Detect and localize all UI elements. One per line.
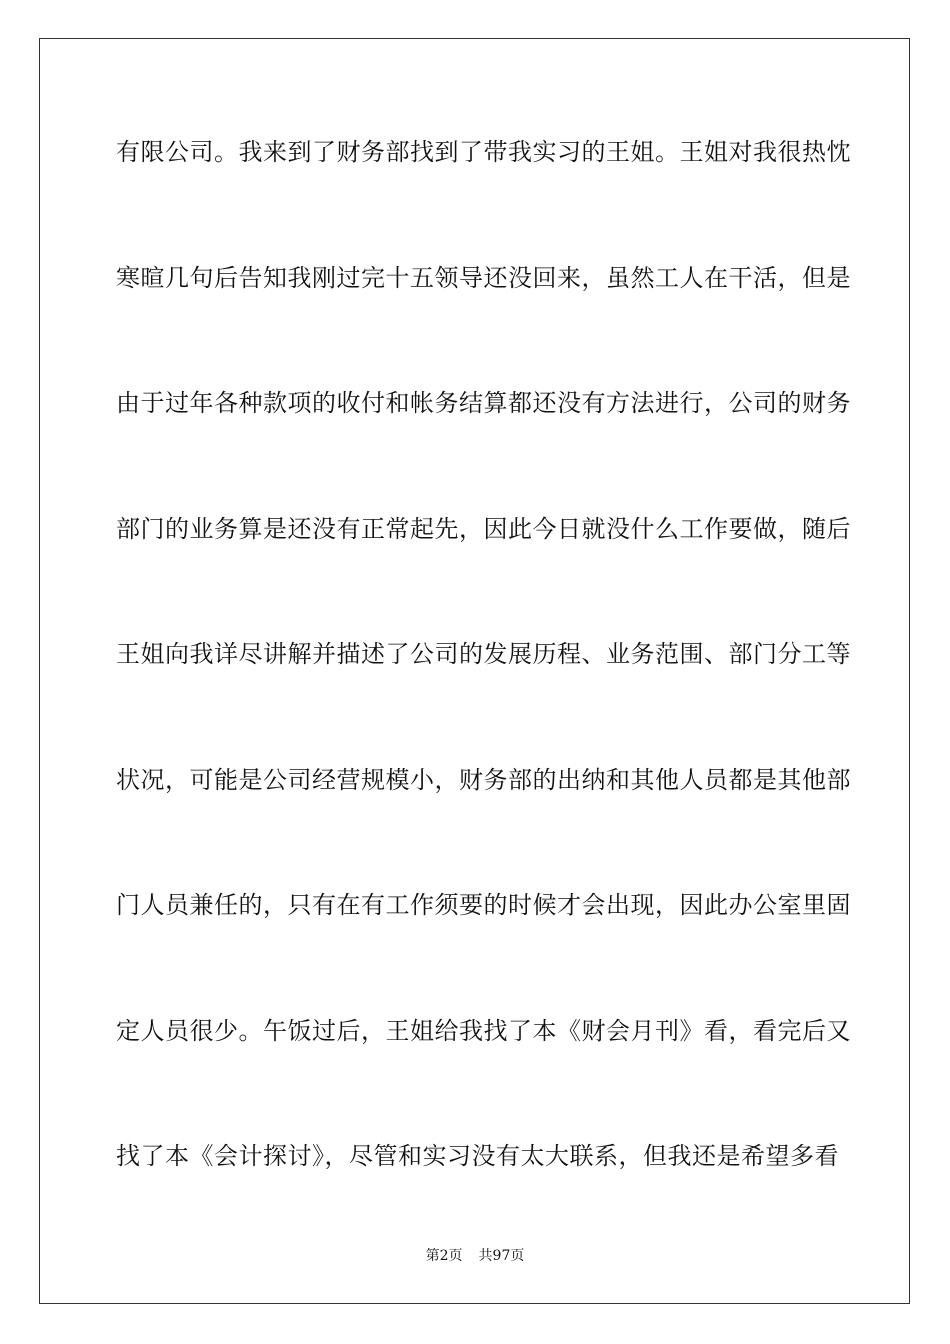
page-footer	[0, 1246, 950, 1266]
text-line: 定人员很少。午饭过后，王姐给我找了本《财会月刊》看，看完后又	[116, 1016, 851, 1045]
text-line: 寒暄几句后告知我刚过完十五领导还没回来，虽然工人在干活，但是	[116, 263, 851, 292]
text-line: 部门的业务算是还没有正常起先，因此今日就没什么工作要做，随后	[116, 514, 851, 543]
text-line: 状况，可能是公司经营规模小，财务部的出纳和其他人员都是其他部	[116, 765, 851, 794]
text-line: 有限公司。我来到了财务部找到了带我实习的王姐。王姐对我很热忱	[116, 138, 851, 166]
text-line: 门人员兼任的，只有在有工作须要的时候才会出现，因此办公室里固	[116, 891, 851, 919]
text-line: 王姐向我详尽讲解并描述了公司的发展历程、业务范围、部门分工等	[116, 640, 851, 668]
document-body	[116, 127, 851, 1257]
text-line: 由于过年各种款项的收付和帐务结算都还没有方法进行，公司的财务	[116, 389, 851, 417]
total-pages: 共97页	[478, 1248, 525, 1264]
page-number: 第2页	[425, 1248, 463, 1264]
text-line: 找了本《会计探讨》，尽管和实习没有太大联系，但我还是希望多看	[116, 1142, 839, 1170]
